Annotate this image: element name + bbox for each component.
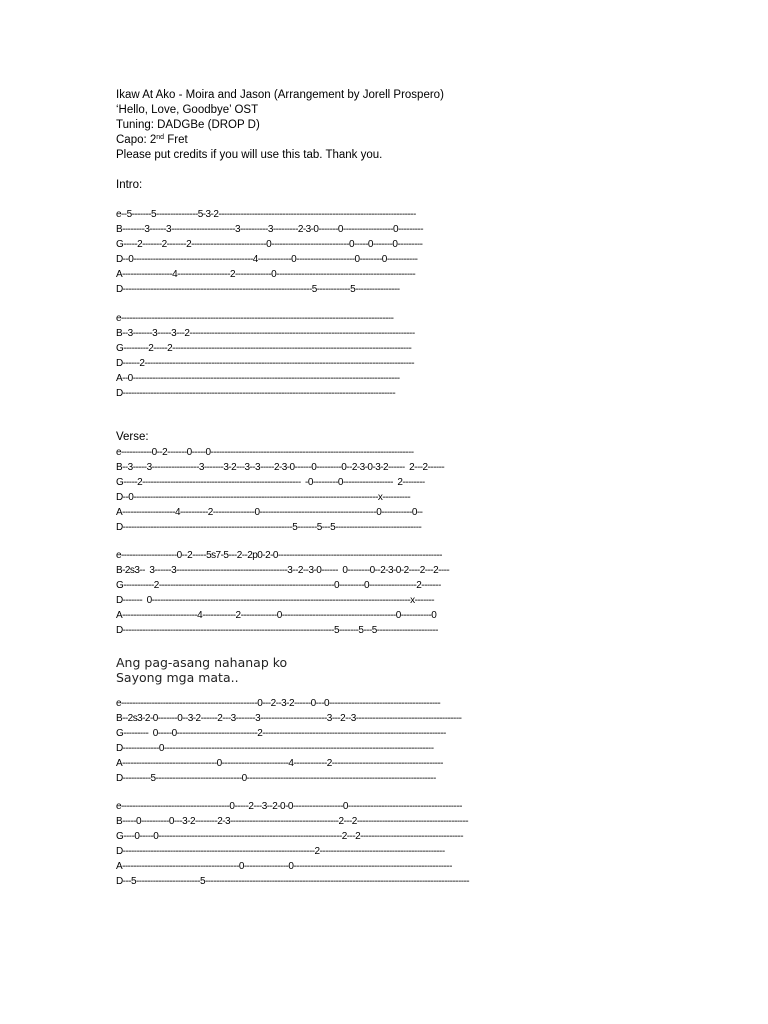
tuning-line: Tuning: DADGBe (DROP D) — [116, 119, 260, 131]
lyric-1-string-A: A----------------------------------0------------------------4------------2---------------------------------------- — [116, 758, 443, 769]
intro-1-string-e: e--5-------5---------------5-3-2----------------------------------------------------------------------- — [116, 209, 416, 220]
intro-2-string-G: G---------2-----2-------------------------------------------------------------------------------------- — [116, 343, 412, 354]
lyric-2-string-D-low: D---5-----------------------5----------------------------------------------------------------------------------------------- — [116, 876, 470, 887]
intro-2-string-e: e-------------------------------------------------------------------------------------------------- — [116, 313, 394, 324]
lyric-line-1: Ang pag-asang nahanap ko — [116, 655, 288, 670]
capo-prefix: Capo: 2 — [116, 134, 157, 146]
lyric-1-string-D: D-------------0------------------------------------------------------------------------------------------------- — [116, 743, 434, 754]
lyric-2-string-A: A------------------------------------------0----------------0--------------------------------------------------------- — [116, 861, 452, 872]
lyric-2-string-B: B-----0----------0---3-2--------2-3---------------------------------------2---2---------------------------------------- — [116, 816, 469, 827]
intro-2-string-A: A--0------------------------------------------------------------------------------------------------ — [116, 373, 400, 384]
lyric-2-string-D: D---------------------------------------------------------------------2--------------------------------------------- — [116, 846, 445, 857]
intro-label: Intro: — [116, 179, 143, 191]
lyric-2-string-e: e---------------------------------------0-----2---3--2-0-0------------------0----------------------------------------- — [116, 801, 462, 812]
verse-2-string-D: D------- 0---------------------------------------------------------------------------------------------x------- — [116, 595, 435, 606]
intro-2-string-D-low: D-------------------------------------------------------------------------------------------------- — [116, 388, 396, 399]
verse-2-string-e: e--------------------0--2-----5s7-5---2--2p0-2-0----------------------------------------------------------- — [116, 550, 442, 561]
verse-2-string-A: A---------------------------4------------2-------------0-----------------------------------------0-----------0 — [116, 610, 437, 621]
verse-2-string-G: G-----------2---------------------------------------------------------------0---------0-----------------2------- — [116, 580, 441, 591]
song-title: Ikaw At Ako - Moira and Jason (Arrangement by Jorell Prospero) — [116, 89, 444, 101]
verse-1-string-G: G-----2--------------------------------------------------------- -0---------0------------------ 2-------- — [116, 477, 425, 488]
intro-2-string-D: D------2------------------------------------------------------------------------------------------------- — [116, 358, 415, 369]
lyric-1-string-B: B--2s3-2-0-------0--3-2------2---3-------3------------------------3---2--3-------------------------------------- — [116, 713, 462, 724]
intro-2-string-B: B--3-------3-----3---2--------------------------------------------------------------------------------- — [116, 328, 415, 339]
verse-1-string-e: e-----------0--2-------0-----0------------------------------------------------------------------------- — [116, 447, 414, 458]
verse-label: Verse: — [116, 431, 149, 443]
capo-line — [116, 133, 188, 148]
lyric-1-string-e: e-------------------------------------------------0---2--3-2------0---0---------------------------------------- — [116, 698, 441, 709]
capo-superscript: nd — [156, 134, 165, 141]
verse-2-string-D-low: D----------------------------------------------------------------------------5-------5---5---------------------- — [116, 625, 438, 636]
lyric-1-string-D-low: D----------5-------------------------------0-------------------------------------------------------------------- — [116, 773, 436, 784]
verse-1-string-D-low: D-------------------------------------------------------------5-------5---5------------------------------- — [116, 522, 422, 533]
credits-line: Please put credits if you will use this tab. Thank you. — [116, 149, 383, 161]
intro-1-string-G: G-----2-------2-------2---------------------------0----------------------------0-----0-------0--------- — [116, 239, 423, 250]
lyric-2-string-G: G----0-----0------------------------------------------------------------------2---2------------------------------------- — [116, 831, 463, 842]
verse-1-string-A: A-------------------4----------2---------------0------------------------------------------0-----------0-- — [116, 507, 423, 518]
intro-1-string-D: D--0-------------------------------------------4------------0---------------------0--------0----------- — [116, 254, 418, 265]
verse-2-string-B: B-2s3-- 3------3----------------------------------------3--2--3-0------ 0--------0--2-3-0-2----2---2---- — [116, 565, 450, 576]
lyric-line-2: Sayong mga mata.. — [116, 670, 239, 685]
intro-1-string-D-low: D--------------------------------------------------------------------5------------5---------------- — [116, 284, 400, 295]
ost-line: ‘Hello, Love, Goodbye’ OST — [116, 104, 259, 116]
intro-1-string-B: B--------3------3-----------------------3----------3---------2-3-0-------0------------------0--------- — [116, 224, 423, 235]
capo-suffix: Fret — [164, 134, 188, 146]
verse-1-string-D: D--0----------------------------------------------------------------------------------------x---------- — [116, 492, 411, 503]
lyric-1-string-G: G--------- 0-----0-----------------------------2------------------------------------------------------------------ — [116, 728, 446, 739]
intro-1-string-A: A------------------4-------------------2-------------0-------------------------------------------------- — [116, 269, 416, 280]
verse-1-string-B: B--3-----3-----------------3-------3-2---3--3-----2-3-0------0---------0--2-3-0-3-2------ 2---2------ — [116, 462, 445, 473]
